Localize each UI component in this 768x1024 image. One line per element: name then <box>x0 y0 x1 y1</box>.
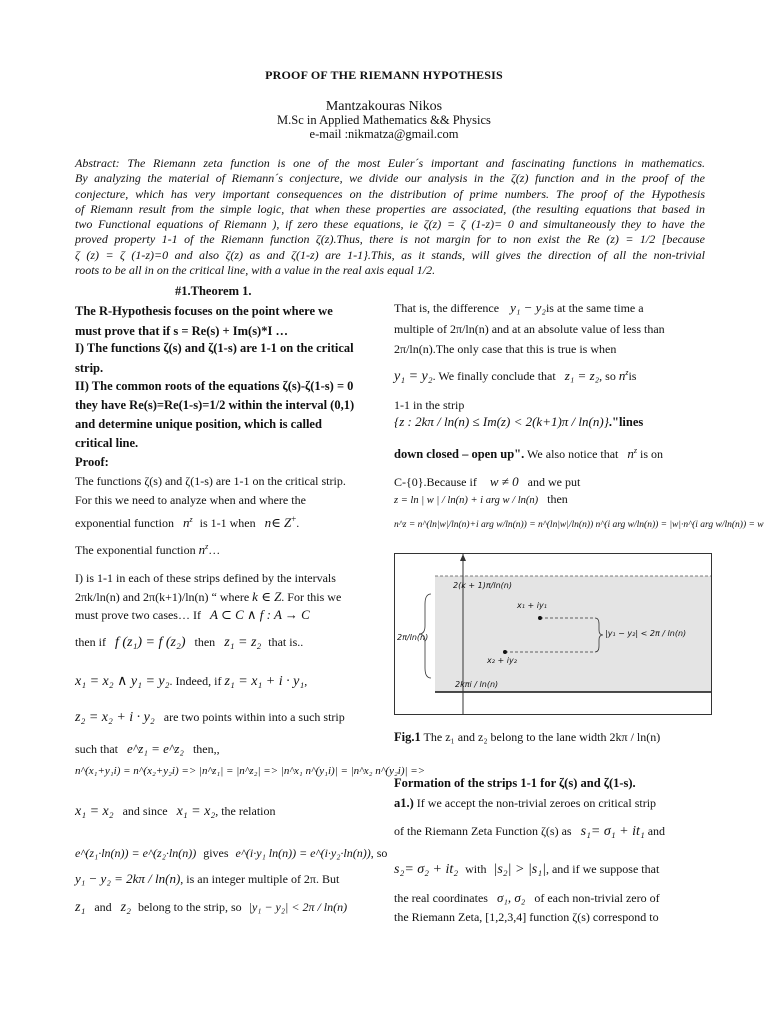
label-upper-boundary: 2(k + 1)π/ln(n) <box>453 581 512 590</box>
proof-line: then if f (z₁) = f (z₂) then z₁ = z₂ that is.. <box>75 635 304 650</box>
theorem-line: critical line. <box>75 436 139 450</box>
paper-title: PROOF OF THE RIEMANN HYPOTHESIS <box>265 68 503 82</box>
author-affiliation: M.Sc in Applied Mathematics && Physics <box>277 113 491 127</box>
proof-heading: Proof: <box>75 455 109 469</box>
proof-line: I) is 1-1 in each of these strips defined by the intervals <box>75 571 336 585</box>
figure-caption: Fig.1 The z₁ and z₂ belong to the lane width 2kπ / ln(n) <box>394 730 661 744</box>
right-line: y₁ = y₂. We finally conclude that z₁ = z₂, so $n^zis$ <box>394 368 637 384</box>
strip-figure <box>394 553 712 715</box>
right-line: That is, the difference y₁ − y₂is at the same time a <box>394 300 644 315</box>
abstract <box>75 156 705 278</box>
right-line: C-{0}.Because if w ≠ 0 and we put <box>394 474 581 489</box>
section-line: the real coordinates σ₁, σ₂ of each non-trivial zero of <box>394 890 660 905</box>
right-line: 2π/ln(n).The only case that this is true is when <box>394 342 617 356</box>
theorem-line: II) The common roots of the equations ζ(s)-ζ(1-s) = 0 <box>75 379 354 393</box>
theorem-line: must prove that if s = Re(s) + Im(s)*I … <box>75 324 288 338</box>
proof-line: x₁ = x₂ and since x₁ = x₂, the relation <box>75 804 276 819</box>
theorem-line: and determine unique position, which is called <box>75 417 322 431</box>
abstract-line: ζ (z) = ζ (1-z)=0 and also ζ(z) as and ζ(1-z) are 1-1}.This, as it stands, will gives the direction of all the non-trivial <box>75 247 705 262</box>
abstract-line: of Riemann result from the simple logic, that when these properties are associated, (the resulting equations that based in <box>75 201 705 216</box>
point1-marker <box>538 616 542 620</box>
label-lower-boundary: 2kπi / ln(n) <box>455 680 499 689</box>
author-email: e-mail :nikmatza@gmail.com <box>309 127 459 141</box>
proof-line: such that e^z₁ = e^z₂ then,, <box>75 741 220 756</box>
proof-equation: n^(x₁+y₁i) = n^(x₂+y₂i) => |n^z₁| = |n^z₂| => |n^x₁ n^(y₁i)| = |n^x₂ n^(y₂i)| => <box>75 765 426 777</box>
abstract-line: conjecture, which has very important consequences on the distribution of prime numbers. The proof of the Hypothesis <box>75 186 705 201</box>
proof-line: z₁ and z₂ belong to the strip, so |y₁ − y₂| < 2π / ln(n) <box>75 900 348 915</box>
label-width: 2π/ln(n) <box>397 633 429 642</box>
right-line: down closed – open up". We also notice that $n^z$ is on <box>394 446 664 461</box>
proof-line: must prove two cases… If A ⊂ C ∧ f : A → C <box>75 607 310 622</box>
axis-arrow-icon <box>460 554 466 561</box>
proof-line: e^(z₁·ln(n)) = e^(z₂·ln(n)) gives e^(i·y₁ ln(n)) = e^(i·y₂·ln(n)), so <box>75 846 388 860</box>
proof-line: x₁ = x₂ ∧ y₁ = y₂. Indeed, if z₁ = x₁ + i · y₁, <box>75 674 308 689</box>
abstract-line: Abstract: The Riemann zeta function is one of the most Euler´s important and fascinating functions in mathematics. <box>75 156 705 170</box>
proof-line: exponential function $n^z$ is 1-1 when n∈ Z+. <box>75 514 300 530</box>
theorem-line: they have Re(s)=Re(1-s)=1/2 within the interval (0,1) <box>75 398 355 412</box>
section-heading: Formation of the strips 1-1 for ζ(s) and ζ(1-s). <box>394 776 636 790</box>
abstract-line: roots to be all in on the critical line, with a value in the real axis equal 1/2. <box>75 263 436 278</box>
abstract-line: two Functional equations of Riemann ), if zero these equations, ie ζ(z) = ζ (1-z)= 0 and simultaneously they to have the <box>75 217 705 232</box>
theorem-line: strip. <box>75 361 104 375</box>
right-line: 1-1 in the strip <box>394 398 465 412</box>
label-point1: x₁ + iy₁ <box>517 601 547 610</box>
author-name: Mantzakouras Nikos <box>325 99 443 114</box>
right-line: {z : 2kπ / ln(n) ≤ Im(z) < 2(k+1)π / ln(n)}."lines <box>394 414 644 429</box>
proof-line: For this we need to analyze when and where the <box>75 493 306 507</box>
section-line: of the Riemann Zeta Function ζ(s) as s₁= σ₁ + it₁ and <box>394 824 666 839</box>
right-equation: n^z = n^(ln|w|/ln(n)+i arg w/ln(n)) = n^(ln|w|/ln(n)) n^(i arg w/ln(n)) = |w|·n^(i arg w/ln(n)) = w <box>394 520 764 530</box>
proof-line: y₁ − y₂ = 2kπ / ln(n), is an integer multiple of 2π. But <box>75 871 340 886</box>
proof-line: z₂ = x₂ + i · y₂ are two points within into a such strip <box>75 710 345 725</box>
label-point2: x₂ + iy₂ <box>487 656 517 665</box>
theorem-heading: #1.Theorem 1. <box>175 284 252 298</box>
right-line: multiple of 2π/ln(n) and at an absolute value of less than <box>394 322 665 336</box>
theorem-line: The R-Hypothesis focuses on the point where we <box>75 304 333 318</box>
section-line: s₂= σ₂ + it₂ with |s₂| > |s₁|, and if we suppose that <box>394 862 660 877</box>
section-line: a1.) If we accept the non-trivial zeroes on critical strip <box>394 796 657 810</box>
theorem-line: I) The functions ζ(s) and ζ(1-s) are 1-1 on the critical <box>75 341 354 355</box>
abstract-line: proved property 1-1 of the Riemann function ζ(z).Thus, there is not margin for to non exist the Re (z) = 1/2 [because <box>75 232 705 247</box>
proof-line: The exponential function $n^z\dots$ <box>75 542 221 557</box>
label-diff: |y₁ − y₂| < 2π / ln(n) <box>605 629 687 638</box>
point2-marker <box>503 650 507 654</box>
section-line: the Riemann Zeta, [1,2,3,4] function ζ(s) correspond to <box>394 910 659 924</box>
abstract-line: By analyzing the material of Riemann´s conjecture, we divide our analysis in the ζ(z) function and in the proof of the <box>75 171 705 186</box>
proof-line: 2πk/ln(n) and 2π(k+1)/ln(n) “ where k ∈ Z. For this we <box>75 589 342 604</box>
proof-line: The functions ζ(s) and ζ(1-s) are 1-1 on the critical strip. <box>75 474 346 488</box>
right-line: z = ln | w | / ln(n) + i arg w / ln(n) then <box>394 492 568 506</box>
